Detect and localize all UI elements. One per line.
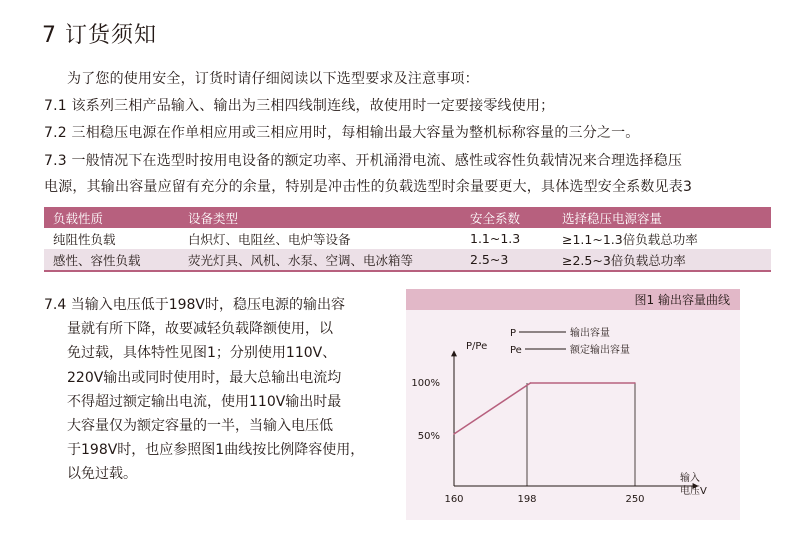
item-7-4-line: 于198V时，也应参照图1曲线按比例降容使用， xyxy=(67,442,365,459)
table-cell: 荧光灯具、风机、水泵、空调、电冰箱等 xyxy=(179,249,461,271)
item-7-1: 7.1 该系列三相产品输入、输出为三相四线制连线，故使用时一定要接零线使用； xyxy=(44,98,555,114)
y-axis-label: P/Pe xyxy=(466,341,488,352)
item-7-3-line2: 电源，其输出容量应留有充分的余量，特别是冲击性的负载选型时余量要更大，具体选型安全系数见表3 xyxy=(44,179,693,195)
legend-p-text: 输出容量 xyxy=(570,328,610,339)
x-tick-label: 160 xyxy=(444,494,464,505)
x-tick-label: 198 xyxy=(517,494,537,505)
item-7-4-line: 以免过载。 xyxy=(67,466,137,483)
header-capacity: 选择稳压电源容量 xyxy=(553,207,771,228)
table-cell: ≥1.1~1.3倍负载总功率 xyxy=(553,228,771,249)
item-7-3-line1: 7.3 一般情况下在选型时按用电设备的额定功率、开机涌滑电流、感性或容性负载情况来合理选择稳压 xyxy=(44,153,683,169)
figure-title: 图1 输出容量曲线 xyxy=(634,293,730,307)
table-cell: 纯阻性负载 xyxy=(44,228,179,249)
item-7-4-line: 大容量仅为额定容量的一半，当输入电压低 xyxy=(67,418,333,435)
table-cell: 感性、容性负载 xyxy=(44,249,179,271)
curve-point xyxy=(634,382,636,384)
table-cell: 白炽灯、电阻丝、电炉等设备 xyxy=(179,228,461,249)
curve-point xyxy=(453,433,455,435)
item-7-2: 7.2 三相稳压电源在作单相应用或三相应用时，每相输出最大容量为整机标称容量的三分之一。 xyxy=(44,125,640,141)
header-load-type: 负载性质 xyxy=(44,207,179,228)
legend-p-symbol: P xyxy=(510,328,517,339)
table-row xyxy=(44,249,771,271)
item-7-4 xyxy=(44,293,389,487)
y-tick-label: 50% xyxy=(417,431,440,442)
table-header-row xyxy=(44,207,771,228)
x-axis-label: 输入 xyxy=(680,473,700,484)
legend-pe-symbol: Pe xyxy=(510,345,522,356)
capacity-curve-chart xyxy=(406,289,740,520)
x-tick-label: 250 xyxy=(625,494,645,505)
item-7-4-line: 不得超过额定输出电流，使用110V输出时最 xyxy=(67,393,342,410)
item-7-4-line: 量就有所下降，故要减轻负载降额使用，以 xyxy=(67,321,333,338)
figure-panel xyxy=(406,289,740,520)
intro-paragraph: 为了您的使用安全，订货时请仔细阅读以下选型要求及注意事项： xyxy=(67,71,479,87)
item-7-4-line: 220V输出或同时使用时，最大总输出电流均 xyxy=(67,369,342,386)
section-title: 7 订货须知 xyxy=(42,23,157,48)
table-cell: 2.5~3 xyxy=(461,249,553,271)
curve-layer xyxy=(453,382,636,435)
load-safety-table xyxy=(44,207,771,272)
y-tick-label: 100% xyxy=(411,378,440,389)
table-cell: 1.1~1.3 xyxy=(461,228,553,249)
output-capacity-line xyxy=(454,383,635,434)
table-cell: ≥2.5~3倍负载总功率 xyxy=(553,249,771,271)
item-7-4-line: 免过载，具体特性见图1；分别使用110V、 xyxy=(67,345,337,362)
header-device-type: 设备类型 xyxy=(179,207,461,228)
legend-pe-text: 额定输出容量 xyxy=(570,345,630,356)
header-safety-factor: 安全系数 xyxy=(461,207,553,228)
x-axis-label: 电压V xyxy=(680,486,707,497)
table-row xyxy=(44,228,771,249)
item-7-4-line: 7.4 当输入电压低于198V时，稳压电源的输出容 xyxy=(44,297,346,313)
curve-point xyxy=(530,382,532,384)
